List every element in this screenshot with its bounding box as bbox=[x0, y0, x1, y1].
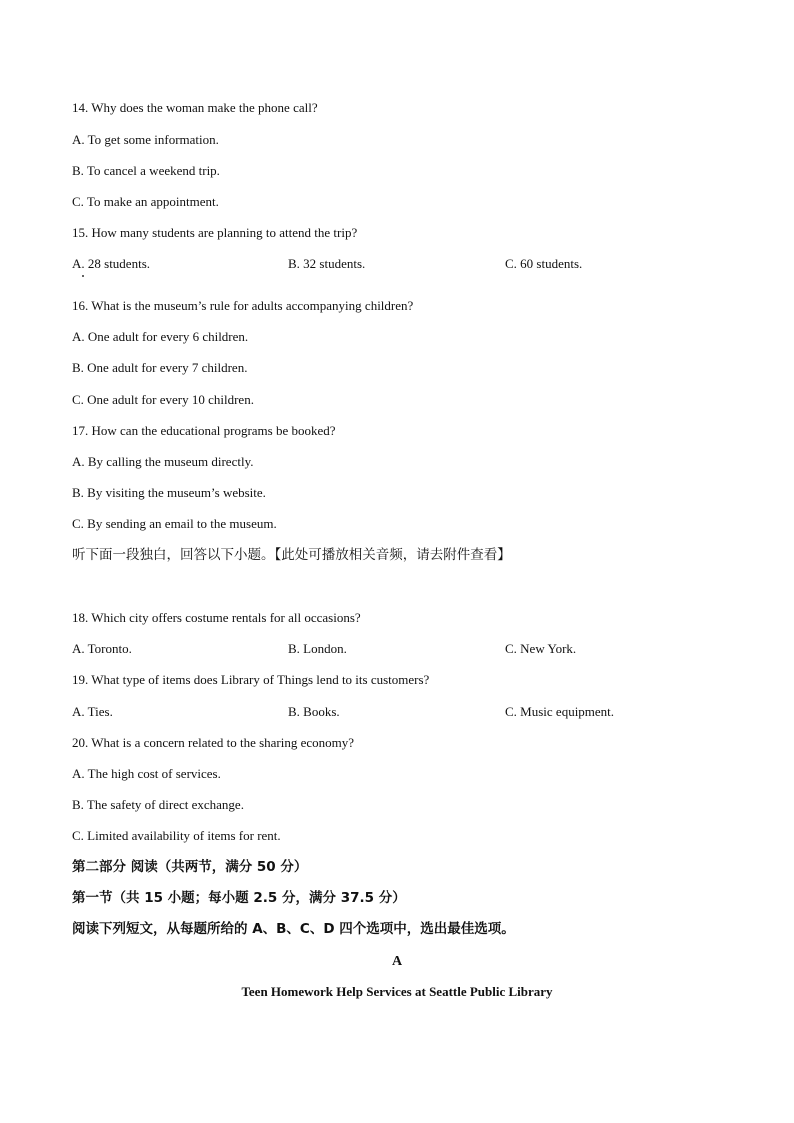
passage-letter: A bbox=[391, 954, 403, 969]
question-15-option-a: A. 28 students. bbox=[72, 256, 150, 271]
question-14-option-b: B. To cancel a weekend trip. bbox=[72, 163, 220, 178]
listening-instruction: 听下面一段独白，回答以下小题。【此处可播放相关音频，请去附件查看】 bbox=[72, 547, 511, 563]
question-20-option-a: A. The high cost of services. bbox=[72, 766, 221, 781]
question-16-option-b: B. One adult for every 7 children. bbox=[72, 360, 248, 375]
stray-dot-mark bbox=[82, 275, 84, 277]
question-14-option-c: C. To make an appointment. bbox=[72, 194, 219, 209]
question-18-option-a: A. Toronto. bbox=[72, 641, 132, 656]
reading-instruction: 阅读下列短文，从每题所给的 A、B、C、D 四个选项中，选出最佳选项。 bbox=[72, 921, 515, 937]
question-19-option-c: C. Music equipment. bbox=[505, 704, 615, 719]
question-16-stem: 16. What is the museum’s rule for adults accompanying children? bbox=[72, 298, 414, 313]
question-18-option-c: C. New York. bbox=[505, 641, 577, 656]
question-14-option-a: A. To get some information. bbox=[72, 132, 219, 147]
question-18-option-b: B. London. bbox=[288, 641, 347, 656]
question-20-option-b: B. The safety of direct exchange. bbox=[72, 797, 244, 812]
question-17-option-b: B. By visiting the museum’s website. bbox=[72, 485, 266, 500]
question-20-option-c: C. Limited availability of items for rent. bbox=[72, 828, 281, 843]
passage-title: Teen Homework Help Services at Seattle Public Library bbox=[241, 984, 553, 999]
question-19-option-a: A. Ties. bbox=[72, 704, 113, 719]
question-15-option-c: C. 60 students. bbox=[505, 256, 583, 271]
question-15-option-b: B. 32 students. bbox=[288, 256, 366, 271]
question-19-option-b: B. Books. bbox=[288, 704, 340, 719]
question-18-stem: 18. Which city offers costume rentals for all occasions? bbox=[72, 610, 361, 625]
question-17-option-a: A. By calling the museum directly. bbox=[72, 454, 254, 469]
section-one-heading: 第一节（共 15 小题；每小题 2.5 分，满分 37.5 分） bbox=[72, 890, 406, 906]
question-20-stem: 20. What is a concern related to the sharing economy? bbox=[72, 735, 355, 750]
part-two-heading: 第二部分 阅读（共两节，满分 50 分） bbox=[72, 859, 308, 875]
question-17-stem: 17. How can the educational programs be booked? bbox=[72, 423, 336, 438]
question-16-option-c: C. One adult for every 10 children. bbox=[72, 392, 254, 407]
question-17-option-c: C. By sending an email to the museum. bbox=[72, 516, 277, 531]
question-15-stem: 15. How many students are planning to attend the trip? bbox=[72, 225, 358, 240]
question-19-stem: 19. What type of items does Library of Things lend to its customers? bbox=[72, 672, 430, 687]
question-14-stem: 14. Why does the woman make the phone call? bbox=[72, 100, 318, 115]
question-16-option-a: A. One adult for every 6 children. bbox=[72, 329, 249, 344]
